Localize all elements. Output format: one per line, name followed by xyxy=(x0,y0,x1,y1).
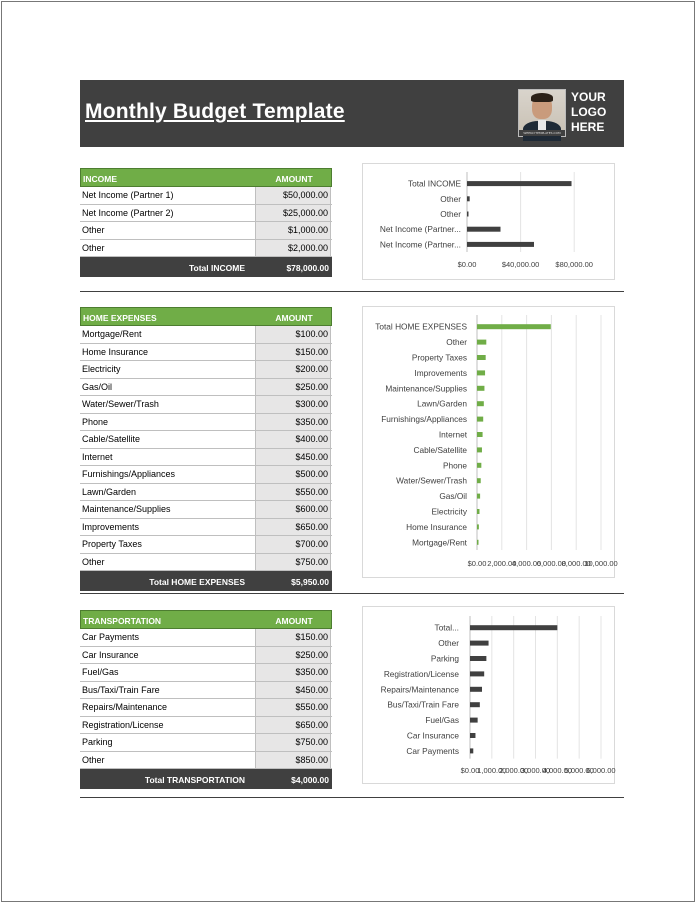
category-label: Cable/Satellite xyxy=(413,444,467,455)
table-row xyxy=(80,717,332,735)
bar xyxy=(477,509,479,514)
table-row xyxy=(80,240,332,258)
title-banner xyxy=(80,80,624,147)
x-tick-label: $80,000.00 xyxy=(555,260,593,269)
row-amount: $50,000.00 xyxy=(255,187,331,204)
bar xyxy=(477,340,486,345)
bar xyxy=(467,242,534,247)
category-label: Furnishings/Appliances xyxy=(381,414,467,425)
home-expenses-total-row xyxy=(80,571,332,591)
bar xyxy=(470,656,486,661)
bar xyxy=(477,324,551,329)
bar xyxy=(477,478,481,483)
transportation-chart xyxy=(362,606,615,784)
bar xyxy=(477,370,485,375)
table-row xyxy=(80,647,332,665)
amount-header: AMOUNT xyxy=(275,313,313,323)
category-label: Other xyxy=(446,337,467,348)
row-amount: $750.00 xyxy=(255,554,331,571)
row-amount: $450.00 xyxy=(255,682,331,699)
table-row xyxy=(80,519,332,537)
table-row xyxy=(80,344,332,362)
logo-photo xyxy=(518,89,566,137)
logo-line: LOGO xyxy=(571,105,607,119)
bar xyxy=(470,748,473,753)
table-row xyxy=(80,431,332,449)
category-label: Repairs/Maintenance xyxy=(380,684,459,695)
row-amount: $400.00 xyxy=(255,431,331,448)
row-amount: $650.00 xyxy=(255,717,331,734)
row-label: Internet xyxy=(82,451,113,462)
category-label: Property Taxes xyxy=(411,352,467,363)
transportation-header-label: TRANSPORTATION xyxy=(83,616,162,626)
x-tick-label: $0.00 xyxy=(467,559,487,568)
bar xyxy=(467,212,469,217)
row-label: Net Income (Partner 2) xyxy=(82,207,174,218)
category-label: Home Insurance xyxy=(406,521,467,532)
x-tick-label: 3,000.00 xyxy=(520,766,551,775)
x-tick-label: 6,000.00 xyxy=(586,766,616,775)
category-label: Other xyxy=(440,193,461,204)
row-label: Other xyxy=(82,225,105,235)
income-total-label: Total INCOME xyxy=(188,263,245,273)
bar xyxy=(470,625,557,630)
amount-header: AMOUNT xyxy=(275,616,313,626)
row-label: Maintenance/Supplies xyxy=(82,504,171,514)
x-tick-label: 4,000.00 xyxy=(511,559,542,568)
row-label: Parking xyxy=(82,737,113,747)
bar xyxy=(477,355,486,360)
home-expenses-header-label: HOME EXPENSES xyxy=(83,313,157,323)
bar xyxy=(477,417,483,422)
category-label: Phone xyxy=(443,460,467,471)
bar xyxy=(477,432,483,437)
row-amount: $550.00 xyxy=(255,699,331,716)
divider xyxy=(80,593,624,594)
row-label: Car Payments xyxy=(82,632,140,642)
table-row xyxy=(80,752,332,770)
category-label: Other xyxy=(440,209,461,219)
transportation-table xyxy=(80,610,332,789)
row-label: Car Insurance xyxy=(82,649,139,660)
row-amount: $350.00 xyxy=(255,664,331,681)
logo-line: HERE xyxy=(571,120,605,134)
x-tick-label: 8,000.00 xyxy=(561,559,591,568)
table-row xyxy=(80,414,332,432)
category-label: Other xyxy=(438,638,459,649)
category-label: Registration/License xyxy=(383,668,459,679)
row-amount: $450.00 xyxy=(255,449,331,466)
bar xyxy=(470,671,484,676)
x-tick-label: $40,000.00 xyxy=(501,260,540,269)
bar xyxy=(470,641,489,646)
x-tick-label: 1,000.00 xyxy=(477,766,507,775)
photo-shirt xyxy=(538,120,546,130)
row-amount: $1,000.00 xyxy=(255,222,331,239)
category-label: Fuel/Gas xyxy=(425,715,459,726)
category-label: Internet xyxy=(438,429,467,440)
table-row xyxy=(80,187,332,205)
x-tick-label: 2,000.00 xyxy=(487,559,517,568)
x-tick-label: 2,000.00 xyxy=(499,766,529,775)
photo-hair xyxy=(531,93,553,102)
row-label: Furnishings/Appliances xyxy=(82,469,176,479)
table-row xyxy=(80,326,332,344)
row-label: Gas/Oil xyxy=(82,381,113,392)
table-row xyxy=(80,682,332,700)
row-label: Phone xyxy=(82,416,109,427)
row-amount: $650.00 xyxy=(255,519,331,536)
logo-line: YOUR xyxy=(571,90,606,104)
bar xyxy=(477,386,484,391)
category-label: Maintenance/Supplies xyxy=(385,383,467,394)
table-row xyxy=(80,205,332,223)
category-label: Net Income (Partner... xyxy=(379,224,461,235)
category-label: Lawn/Garden xyxy=(417,398,467,409)
table-row xyxy=(80,466,332,484)
home-expenses-chart xyxy=(362,306,618,578)
bar xyxy=(470,718,478,723)
row-label: Improvements xyxy=(82,521,140,532)
x-tick-label: 4,000.00 xyxy=(542,766,572,775)
home-expenses-header xyxy=(80,307,332,326)
category-label: Parking xyxy=(430,653,459,664)
category-label: Total HOME EXPENSES xyxy=(375,321,467,332)
category-label: Water/Sewer/Trash xyxy=(396,475,467,486)
income-header xyxy=(80,168,332,187)
table-row xyxy=(80,699,332,717)
bar xyxy=(470,702,480,707)
bar xyxy=(467,227,501,232)
row-amount: $250.00 xyxy=(255,647,331,664)
income-table xyxy=(80,168,332,277)
home-expenses-table xyxy=(80,307,332,591)
row-label: Electricity xyxy=(82,364,121,374)
row-amount: $500.00 xyxy=(255,466,331,483)
home-expenses-total-value: $5,950.00 xyxy=(291,577,329,587)
row-amount: $600.00 xyxy=(255,501,331,518)
category-label: Net Income (Partner... xyxy=(379,239,461,250)
income-header-label: INCOME xyxy=(83,174,117,184)
table-row xyxy=(80,222,332,240)
x-tick-label: 5,000.00 xyxy=(564,766,594,775)
row-label: Lawn/Garden xyxy=(82,486,137,497)
row-amount: $750.00 xyxy=(255,734,331,751)
category-label: Mortgage/Rent xyxy=(412,537,467,548)
row-label: Water/Sewer/Trash xyxy=(82,399,159,409)
table-row xyxy=(80,484,332,502)
row-label: Other xyxy=(82,754,105,765)
category-label: Total INCOME xyxy=(407,178,461,189)
row-amount: $700.00 xyxy=(255,536,331,553)
bar xyxy=(477,494,480,499)
home-expenses-total-label: Total HOME EXPENSES xyxy=(149,577,245,587)
amount-header: AMOUNT xyxy=(275,174,313,184)
bar xyxy=(477,447,482,452)
row-amount: $100.00 xyxy=(255,326,331,343)
row-amount: $250.00 xyxy=(255,379,331,396)
bar xyxy=(467,181,572,186)
x-tick-label: 10,000.00 xyxy=(584,559,618,568)
table-row xyxy=(80,379,332,397)
row-amount: $150.00 xyxy=(255,344,331,361)
row-amount: $2,000.00 xyxy=(255,240,331,257)
row-label: Cable/Satellite xyxy=(82,434,141,444)
row-label: Other xyxy=(82,556,105,567)
row-label: Net Income (Partner 1) xyxy=(82,190,174,200)
bar xyxy=(477,524,479,529)
bar xyxy=(467,196,470,201)
bar xyxy=(477,540,479,545)
income-chart xyxy=(362,163,615,280)
row-label: Mortgage/Rent xyxy=(82,329,142,339)
divider xyxy=(80,291,624,292)
transportation-total-value: $4,000.00 xyxy=(291,775,329,785)
photo-caption: WEEKLYTEMPLATES.COM xyxy=(519,130,565,136)
logo-placeholder xyxy=(571,90,616,135)
bar-chart-svg xyxy=(363,307,618,577)
category-label: Gas/Oil xyxy=(439,491,467,502)
transportation-total-label: Total TRANSPORTATION xyxy=(144,775,245,785)
category-label: Bus/Taxi/Train Fare xyxy=(387,699,459,710)
x-tick-label: $0.00 xyxy=(457,260,477,269)
category-label: Car Insurance xyxy=(406,730,459,741)
category-label: Improvements xyxy=(414,367,467,378)
row-amount: $850.00 xyxy=(255,752,331,769)
table-row xyxy=(80,361,332,379)
x-tick-label: 6,000.00 xyxy=(536,559,567,568)
table-row xyxy=(80,554,332,572)
row-amount: $350.00 xyxy=(255,414,331,431)
table-row xyxy=(80,501,332,519)
bar-chart-svg xyxy=(363,607,614,783)
table-row xyxy=(80,664,332,682)
category-label: Car Payments xyxy=(406,745,459,756)
table-row xyxy=(80,734,332,752)
category-label: Total... xyxy=(434,622,459,633)
x-tick-label: $0.00 xyxy=(460,766,480,775)
row-label: Repairs/Maintenance xyxy=(82,702,168,712)
row-amount: $200.00 xyxy=(255,361,331,378)
divider xyxy=(80,797,624,798)
bar xyxy=(477,401,484,406)
row-amount: $150.00 xyxy=(255,629,331,646)
transportation-header xyxy=(80,610,332,629)
row-label: Fuel/Gas xyxy=(82,667,119,677)
bar-chart-svg xyxy=(363,164,614,279)
page-title: Monthly Budget Template xyxy=(85,100,345,123)
category-label: Electricity xyxy=(431,506,467,517)
row-amount: $550.00 xyxy=(255,484,331,501)
row-label: Home Insurance xyxy=(82,346,149,357)
bar xyxy=(470,733,475,738)
table-row xyxy=(80,536,332,554)
table-row xyxy=(80,449,332,467)
table-row xyxy=(80,396,332,414)
table-row xyxy=(80,629,332,647)
row-label: Other xyxy=(82,242,105,253)
bar xyxy=(477,463,481,468)
row-amount: $300.00 xyxy=(255,396,331,413)
row-label: Property Taxes xyxy=(82,539,142,549)
row-amount: $25,000.00 xyxy=(255,205,331,222)
income-total-value: $78,000.00 xyxy=(286,263,329,273)
row-label: Registration/License xyxy=(82,719,164,730)
row-label: Bus/Taxi/Train Fare xyxy=(82,684,160,695)
bar xyxy=(470,687,482,692)
income-total-row xyxy=(80,257,332,277)
transportation-total-row xyxy=(80,769,332,789)
